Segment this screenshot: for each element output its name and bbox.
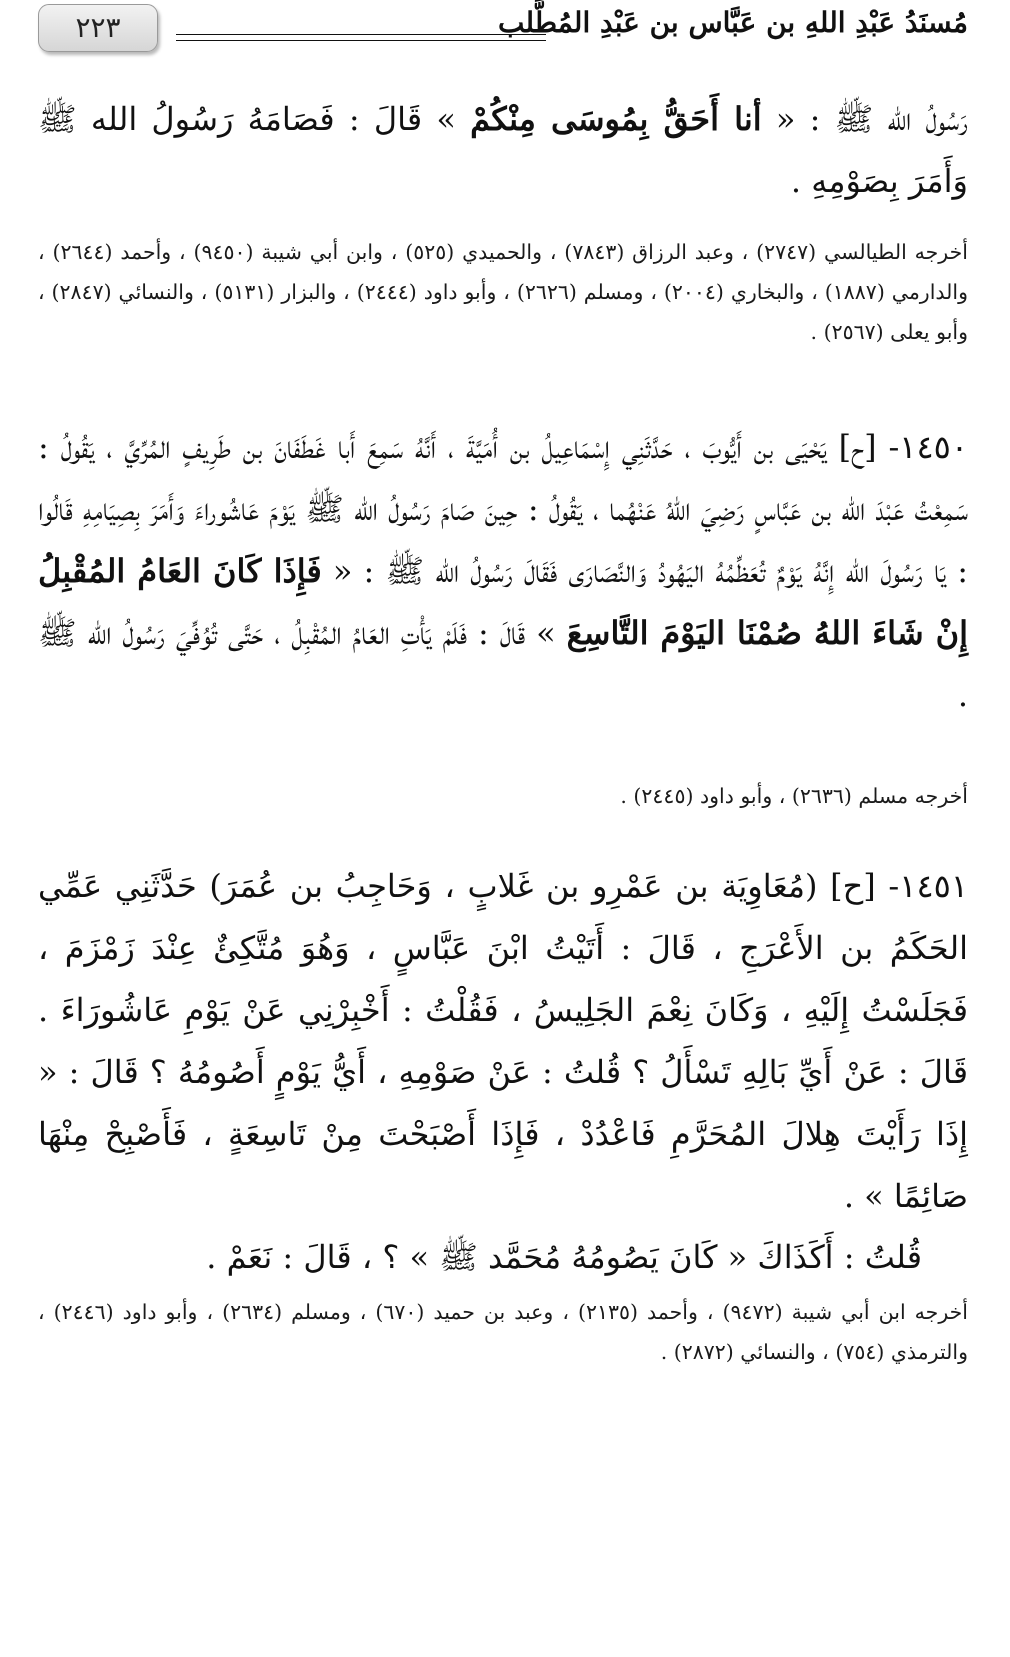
follow-up-question <box>38 1226 968 1288</box>
prophetic-saying: أنا أَحَقُّ بِمُوسَى مِنْكُمْ <box>470 100 762 138</box>
page <box>38 0 968 1657</box>
text-segment: قُلتُ : أَكَذَاكَ « كَانَ يَصُومُهُ مُحَمَّد ﷺ » ؟ ، قَالَ : نَعَمْ . <box>206 1238 922 1276</box>
reference-paragraph: أخرجه ابن أبي شيبة (٩٤٧٢) ، وأحمد (٢١٣٥) ، وعبد بن حميد (٦٧٠) ، ومسلم (٢٦٣٤) ، وأبو داود (٢٤٤٦) ، والترمذي (٧٥٤) ، والنسائي (٢٨٧٢) . <box>38 1300 968 1364</box>
text-segment: » قَالَ : فَصَامَهُ رَسُولُ الله ﷺ وَأَمَرَ بِصَوْمِهِ . <box>38 100 968 200</box>
header-rule <box>176 34 546 41</box>
takhrij-note <box>38 1292 968 1372</box>
hadith-1450 <box>38 416 968 726</box>
hadith-paragraph <box>38 416 968 726</box>
takhrij-note <box>38 776 968 816</box>
text-segment: رَسُولُ الله ﷺ : « <box>761 100 969 138</box>
text-segment: ١٤٥٠- [ح] يَحْيَى بن أَيُّوبَ ، حَدَّثَنِي إِسْمَاعِيلُ بن أُمَيَّةَ ، أَنَّهُ سَمِعَ أَبا غَطَفَانَ بن طَرِيفٍ المُرِّيَّ ، يَقُولُ : سَمِعْتُ عَبْدَ الله بن عَبَّاسٍ رَضِيَ اللهُ عَنْهُما ، يَقُولُ : حِينَ صَامَ رَسُولُ الله ﷺ يَوْمَ عَاشُوراءَ وَأَمَرَ بِصِيَامِهِ قَالُوا : يَا رَسُولَ الله إِنَّهُ يَوْمٌ تُعَظِّمُهُ اليَهُودُ وَالنَّصَارَى فَقَالَ رَسُولُ الله ﷺ : « <box>38 428 969 590</box>
page-header <box>38 4 968 62</box>
intro-text <box>38 88 968 212</box>
hadith-paragraph <box>38 1226 968 1288</box>
running-title: مُسنَدُ عَبْدِ اللهِ بن عَبَّاس بن عَبْدِ المُطَّلب <box>498 6 968 39</box>
prophetic-saying: فَإِذَا كَانَ العَامُ المُقْبِلُ إِنْ شَاءَ اللهُ صُمْنَا اليَوْمَ التَّاسِعَ <box>38 552 969 652</box>
hadith-paragraph <box>38 88 968 212</box>
page-number-badge: ٢٢٣ <box>38 4 158 52</box>
hadith-1451 <box>38 855 968 1227</box>
reference-paragraph: أخرجه الطيالسي (٢٧٤٧) ، وعبد الرزاق (٧٨٤٣) ، والحميدي (٥٢٥) ، وابن أبي شيبة (٩٤٥٠) ، وأحمد (٢٦٤٤) ، والدارمي (١٨٨٧) ، والبخاري (٢٠٠٤) ، ومسلم (٢٦٢٦) ، وأبو داود (٢٤٤٤) ، والبزار (٥١٣١) ، والنسائي (٢٨٤٧) ، وأبو يعلى (٢٥٦٧) . <box>38 240 968 344</box>
takhrij-note <box>38 232 968 352</box>
text-segment: » قَالَ : فَلَمْ يَأْتِ العَامُ المُقْبِلُ ، حَتَّى تُوُفِّيَ رَسُولُ الله ﷺ . <box>38 614 968 714</box>
text-segment: ١٤٥١- [ح] (مُعَاوِيَة بن عَمْرِو بن غَلابٍ ، وَحَاجِبُ بن عُمَرَ) حَدَّثَنِي عَمِّي الحَكَمُ بن الأَعْرَجِ ، قَالَ : أَتَيْتُ ابْنَ عَبَّاسٍ ، وَهُوَ مُتَّكِئٌ عِنْدَ زَمْزَمَ ، فَجَلَسْتُ إِلَيْهِ ، وَكَانَ نِعْمَ الجَلِيسُ ، فَقُلْتُ : أَخْبِرْنِي عَنْ يَوْمِ عَاشُورَاءَ . قَالَ : عَنْ أَيِّ بَالِهِ تَسْأَلُ ؟ قُلتُ : عَنْ صَوْمِهِ ، أَيُّ يَوْمٍ أَصُومُهُ ؟ قَالَ : « إِذَا رَأَيْتَ هِلالَ المُحَرَّمِ فَاعْدُدْ ، فَإِذَا أَصْبَحْتَ مِنْ تَاسِعَةٍ ، فَأَصْبِحْ مِنْهَا صَائِمًا » . <box>38 867 968 1215</box>
reference-paragraph: أخرجه مسلم (٢٦٣٦) ، وأبو داود (٢٤٤٥) . <box>620 784 968 808</box>
hadith-paragraph <box>38 855 968 1227</box>
